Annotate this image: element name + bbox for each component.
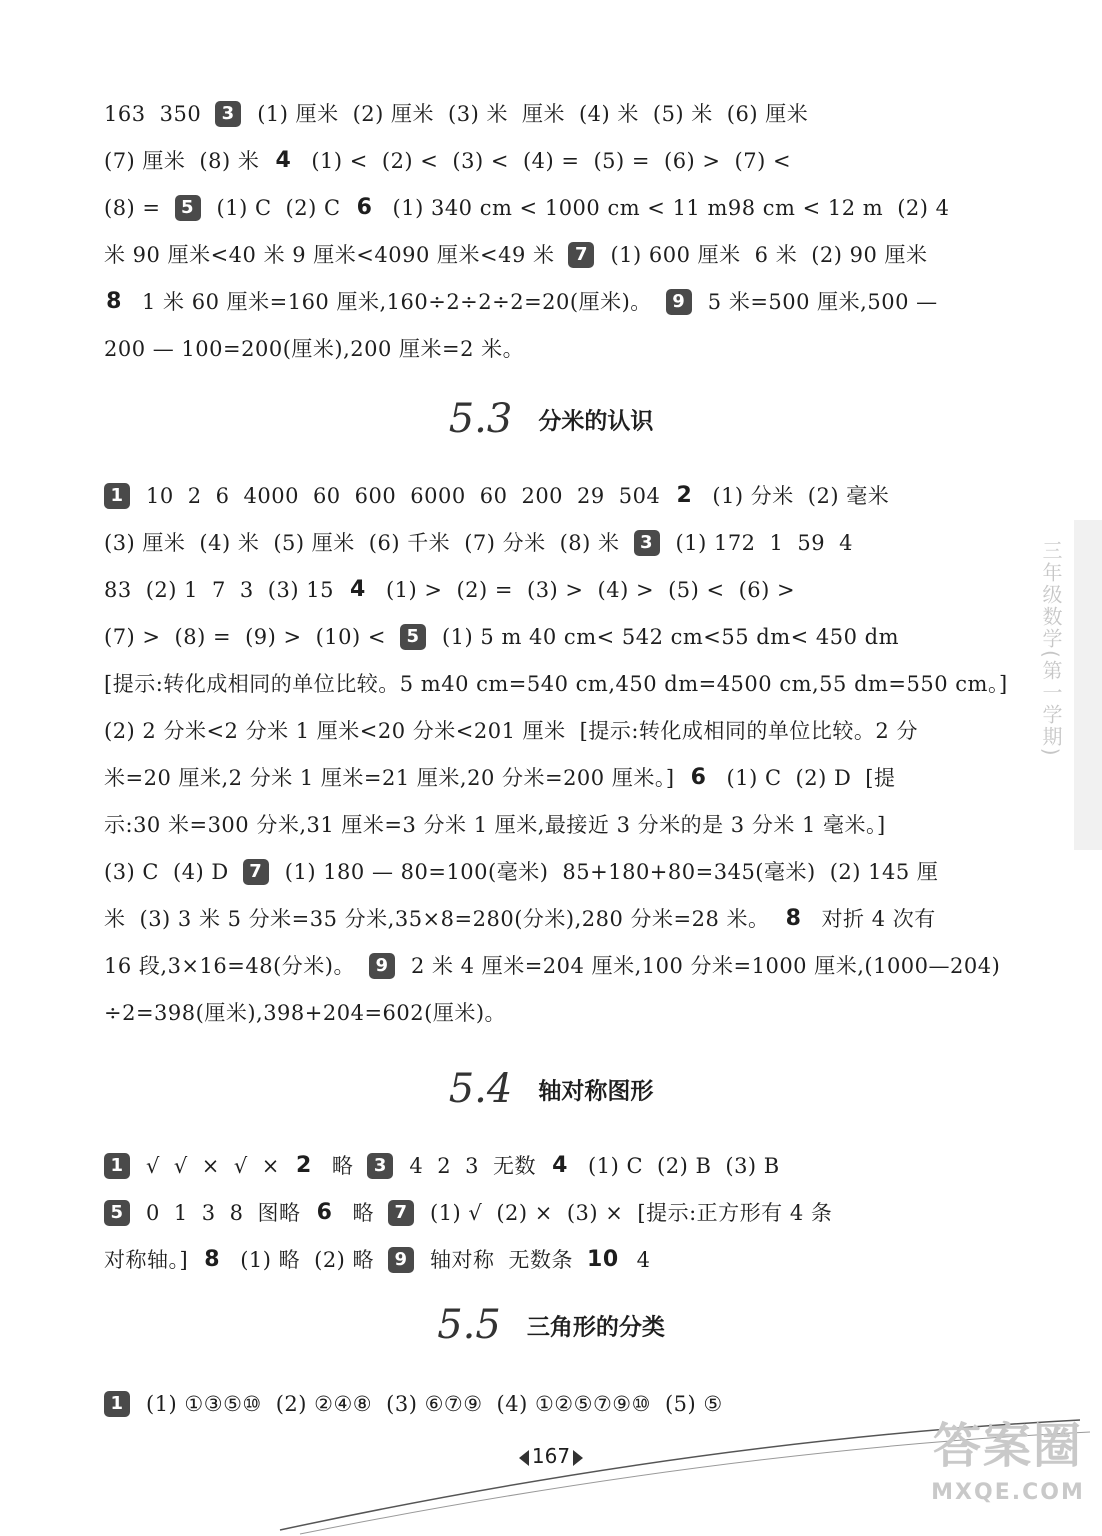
answer-text: 示:30 米=300 分米,31 厘米=3 分米 1 厘米,最接近 3 分米的是 3 分米 1 毫米。] — [104, 812, 886, 837]
answer-line — [104, 92, 984, 132]
answer-text: (3) > — [527, 577, 584, 602]
answer-line — [104, 186, 984, 226]
answer-text: 米 90 厘米<40 米 9 厘米<4090 厘米<49 米 — [104, 242, 555, 267]
question-number-badge: 5 — [175, 195, 201, 221]
answer-text: 3 — [239, 577, 254, 602]
answer-text: 16 段,3×16=48(分米)。 — [104, 953, 355, 978]
answer-text: 29 — [577, 483, 605, 508]
answer-text: 无数 — [493, 1153, 537, 1178]
answer-text: (1) 600 厘米 — [610, 242, 741, 267]
watermark-title: 答案圈 — [932, 1418, 1083, 1474]
answer-line — [104, 568, 984, 608]
answer-line — [104, 944, 1001, 984]
answer-text: (8) 米 — [199, 148, 260, 173]
answer-text: 6 — [215, 483, 230, 508]
answer-text: (6) 厘米 — [726, 101, 809, 126]
answer-text: 7 — [212, 577, 226, 602]
section-title: 轴对称图形 — [538, 1078, 654, 1105]
answer-text: (2) 厘米 — [352, 101, 435, 126]
answer-line — [104, 233, 984, 273]
answer-text: 4000 — [243, 483, 299, 508]
answer-text: ÷2=398(厘米),398+204=602(厘米)。 — [104, 1000, 507, 1025]
question-number: 4 — [275, 147, 292, 173]
answer-text: (1) 180 — 80=100(毫米) — [284, 859, 549, 884]
answer-text: √ — [233, 1153, 248, 1178]
answer-text: 200 — [521, 483, 564, 508]
answer-text: (2) C — [285, 195, 341, 220]
answer-text: (2) = — [456, 577, 513, 602]
section-number: 5.5 — [437, 1302, 501, 1348]
answer-text: (2) ②④⑧ — [275, 1391, 373, 1416]
answer-text: (10) < — [315, 624, 386, 649]
answer-text: 3 — [465, 1153, 480, 1178]
answer-text: (5) 米 — [652, 101, 713, 126]
answer-text: (3) < — [452, 148, 509, 173]
answer-line — [104, 850, 984, 890]
answer-text: (1) 340 cm < 1000 cm < 11 m98 cm < 12 m — [392, 195, 884, 220]
answer-text: (6) > — [738, 577, 796, 602]
question-number-badge: 7 — [568, 242, 594, 268]
answer-line — [104, 662, 1008, 702]
answer-text: (2) 略 — [314, 1247, 375, 1272]
answer-text: × — [261, 1153, 280, 1178]
answer-line — [104, 1191, 984, 1231]
answer-text: (3) × — [566, 1200, 624, 1225]
answer-text: (7) < — [734, 148, 792, 173]
answer-text: (1) < — [311, 148, 368, 173]
answer-text: 4 — [636, 1247, 651, 1272]
answer-text: [提示:转化成相同的单位比较。2 分 — [579, 718, 918, 743]
answer-text: 10 — [146, 483, 174, 508]
answer-text: 1 — [769, 530, 784, 555]
answer-text: 4 — [409, 1153, 424, 1178]
answer-text: √ — [146, 1153, 160, 1178]
answer-text: 200 — 100=200(厘米),200 厘米=2 米。 — [104, 336, 525, 361]
question-number-badge: 9 — [666, 289, 692, 315]
answer-line — [104, 280, 984, 320]
answer-text: 85+180+80=345(毫米) — [562, 859, 816, 884]
answer-text: 83 — [104, 577, 132, 602]
answer-text: (2) 2 分米<2 分米 1 厘米<20 分米<201 厘米 — [104, 718, 566, 743]
answer-text: 0 — [146, 1200, 160, 1225]
question-number: 2 — [676, 482, 693, 508]
answer-text: 图略 — [257, 1200, 301, 1225]
question-number: 6 — [356, 194, 373, 220]
answer-text: (1) 172 — [675, 530, 756, 555]
answer-text: 8 — [229, 1200, 244, 1225]
answer-text: (5) < — [668, 577, 725, 602]
answer-text: (3) ⑥⑦⑨ — [386, 1391, 483, 1416]
page-number — [496, 1438, 606, 1474]
answer-text: 350 — [159, 101, 202, 126]
left-arrow-icon — [519, 1450, 529, 1466]
answer-line — [104, 474, 984, 514]
question-number: 8 — [785, 905, 802, 931]
answer-line — [104, 1144, 984, 1184]
answer-text: 600 — [354, 483, 397, 508]
answer-text: 6 米 — [754, 242, 798, 267]
answer-text: (2) D — [795, 765, 852, 790]
answer-text: 对称轴。] — [104, 1247, 189, 1272]
answer-text: 60 — [479, 483, 508, 508]
section-title: 分米的认识 — [538, 408, 654, 435]
answer-text: (3) 15 — [267, 577, 334, 602]
section-heading-5-3 — [0, 396, 1102, 456]
section-number: 5.4 — [448, 1066, 513, 1112]
question-number-badge: 3 — [367, 1153, 393, 1179]
answer-text: 米=20 厘米,2 分米 1 厘米=21 厘米,20 分米=200 厘米。] — [104, 765, 675, 790]
question-number: 8 — [204, 1246, 221, 1272]
answer-line — [104, 756, 984, 796]
question-number-badge: 1 — [104, 1391, 130, 1417]
answer-text: 2 — [437, 1153, 452, 1178]
answer-line — [104, 1238, 984, 1278]
watermark-logo — [920, 1416, 1096, 1528]
answer-text: 1 米 60 厘米=160 厘米,160÷2÷2÷2=20(厘米)。 — [142, 289, 652, 314]
answer-text: (7) 厘米 — [104, 148, 186, 173]
answer-text: √ — [173, 1153, 188, 1178]
question-number-badge: 3 — [634, 530, 660, 556]
answer-line — [104, 803, 984, 843]
answer-text: (8) 米 — [559, 530, 620, 555]
question-number-badge: 3 — [215, 101, 241, 127]
section-title: 三角形的分类 — [526, 1314, 665, 1341]
question-number: 4 — [552, 1152, 568, 1178]
question-number-badge: 5 — [400, 624, 426, 650]
section-heading-5-4 — [0, 1066, 1102, 1126]
answer-text: × — [201, 1153, 220, 1178]
answer-text: [提 — [865, 765, 896, 790]
answer-text: (2) < — [381, 148, 439, 173]
page-number-text: 167 — [531, 1444, 571, 1468]
question-number-badge: 7 — [388, 1200, 414, 1226]
question-number: 4 — [350, 576, 366, 602]
answer-text: (3) C — [104, 859, 159, 884]
answer-text: (3) 厘米 — [104, 530, 186, 555]
side-tab-label: 三年级数学(第一学期) — [1039, 540, 1063, 758]
answer-text: (4) 米 — [578, 101, 639, 126]
answer-line — [104, 897, 984, 937]
answer-text: (1) ①③⑤⑩ — [146, 1391, 262, 1416]
answer-text: 60 — [312, 483, 341, 508]
answer-text: 轴对称 — [430, 1247, 495, 1272]
answer-text: [提示:正方形有 4 条 — [637, 1200, 833, 1225]
answer-text: (4) ①②⑤⑦⑨⑩ — [496, 1391, 651, 1416]
answer-text: (8) = — [174, 624, 232, 649]
answer-text: 504 — [618, 483, 661, 508]
answer-text: (1) C — [726, 765, 782, 790]
answer-text: 59 — [797, 530, 826, 555]
answer-text: (2) 90 厘米 — [811, 242, 928, 267]
answer-line — [104, 139, 984, 179]
answer-text: (1) 厘米 — [257, 101, 339, 126]
answer-text: (5) 厘米 — [273, 530, 355, 555]
answer-text: (7) 分米 — [464, 530, 546, 555]
answer-text: 厘米 — [521, 101, 565, 126]
answer-text: [提示:转化成相同的单位比较。5 m40 cm=540 cm,450 dm=4500 cm,55 dm=550 cm。] — [104, 671, 1008, 696]
question-number: 6 — [316, 1199, 333, 1225]
question-number: 2 — [295, 1152, 312, 1178]
question-number-badge: 9 — [369, 953, 395, 979]
answer-text: (8) = — [104, 195, 161, 220]
question-number-badge: 5 — [104, 1200, 130, 1226]
answer-text: (7) > — [104, 624, 161, 649]
answer-text: 163 — [104, 101, 146, 126]
answer-text: (2) B — [657, 1153, 712, 1178]
answer-text: (1) 5 m 40 cm< 542 cm<55 dm< 450 dm — [441, 624, 900, 649]
answer-text: 米 — [104, 906, 126, 931]
question-number-badge: 1 — [104, 483, 130, 509]
answer-text: (1) C — [216, 195, 272, 220]
answer-text: 2 — [187, 483, 202, 508]
answer-text: (4) 米 — [199, 530, 260, 555]
answer-line — [104, 327, 984, 367]
answer-text: (5) ⑤ — [664, 1391, 723, 1416]
question-number: 6 — [690, 764, 707, 790]
answer-line — [104, 991, 984, 1031]
answer-text: 2 米 4 厘米=204 厘米,100 分米=1000 厘米,(1000—204) — [410, 953, 1001, 978]
answer-text: (1) C — [588, 1153, 644, 1178]
question-number-badge: 9 — [388, 1247, 414, 1273]
answer-text: (2) 145 厘 — [829, 859, 939, 884]
answer-text: (3) 3 米 5 分米=35 分米,35×8=280(分米),280 分米=28 米。 — [139, 906, 770, 931]
watermark-url: MXQE.COM — [931, 1480, 1085, 1505]
answer-text: (9) > — [245, 624, 302, 649]
answer-text: 3 — [201, 1200, 216, 1225]
answer-text: (1) > — [385, 577, 443, 602]
answer-line — [104, 521, 984, 561]
question-number-badge: 7 — [243, 859, 269, 885]
right-arrow-icon — [573, 1450, 583, 1466]
answer-text: (1) 分米 — [712, 483, 794, 508]
answer-text: 4 — [839, 530, 854, 555]
answer-line — [104, 615, 984, 655]
answer-text: 1 — [173, 1200, 188, 1225]
answer-text: 6000 — [410, 483, 466, 508]
answer-text: (4) = — [522, 148, 580, 173]
answer-text: (2) 毫米 — [807, 483, 890, 508]
question-number: 10 — [587, 1246, 619, 1272]
answer-text: 对折 4 次有 — [821, 906, 936, 931]
answer-text: (4) > — [597, 577, 655, 602]
answer-text: 略 — [352, 1200, 374, 1225]
answer-text: (6) > — [664, 148, 721, 173]
answer-text: 无数条 — [508, 1247, 574, 1272]
side-bar — [1074, 520, 1102, 850]
answer-text: (5) = — [593, 148, 650, 173]
answer-text: (4) D — [173, 859, 229, 884]
answer-text: (2) 4 — [897, 195, 950, 220]
section-heading-5-5 — [0, 1302, 1102, 1362]
question-number-badge: 1 — [104, 1153, 130, 1179]
answer-text: (3) B — [725, 1153, 780, 1178]
answer-text: (2) 1 — [145, 577, 199, 602]
answer-text: (1) 略 — [240, 1247, 301, 1272]
question-number: 8 — [106, 288, 122, 314]
answer-text: 5 米=500 厘米,500 — — [707, 289, 938, 314]
section-number: 5.3 — [448, 396, 513, 442]
answer-text: (6) 千米 — [368, 530, 451, 555]
answer-text: (1) √ — [430, 1200, 483, 1225]
answer-text: (3) 米 — [448, 101, 508, 126]
answer-text: (2) × — [496, 1200, 553, 1225]
answer-text: 略 — [331, 1153, 354, 1178]
answer-line — [104, 709, 984, 749]
